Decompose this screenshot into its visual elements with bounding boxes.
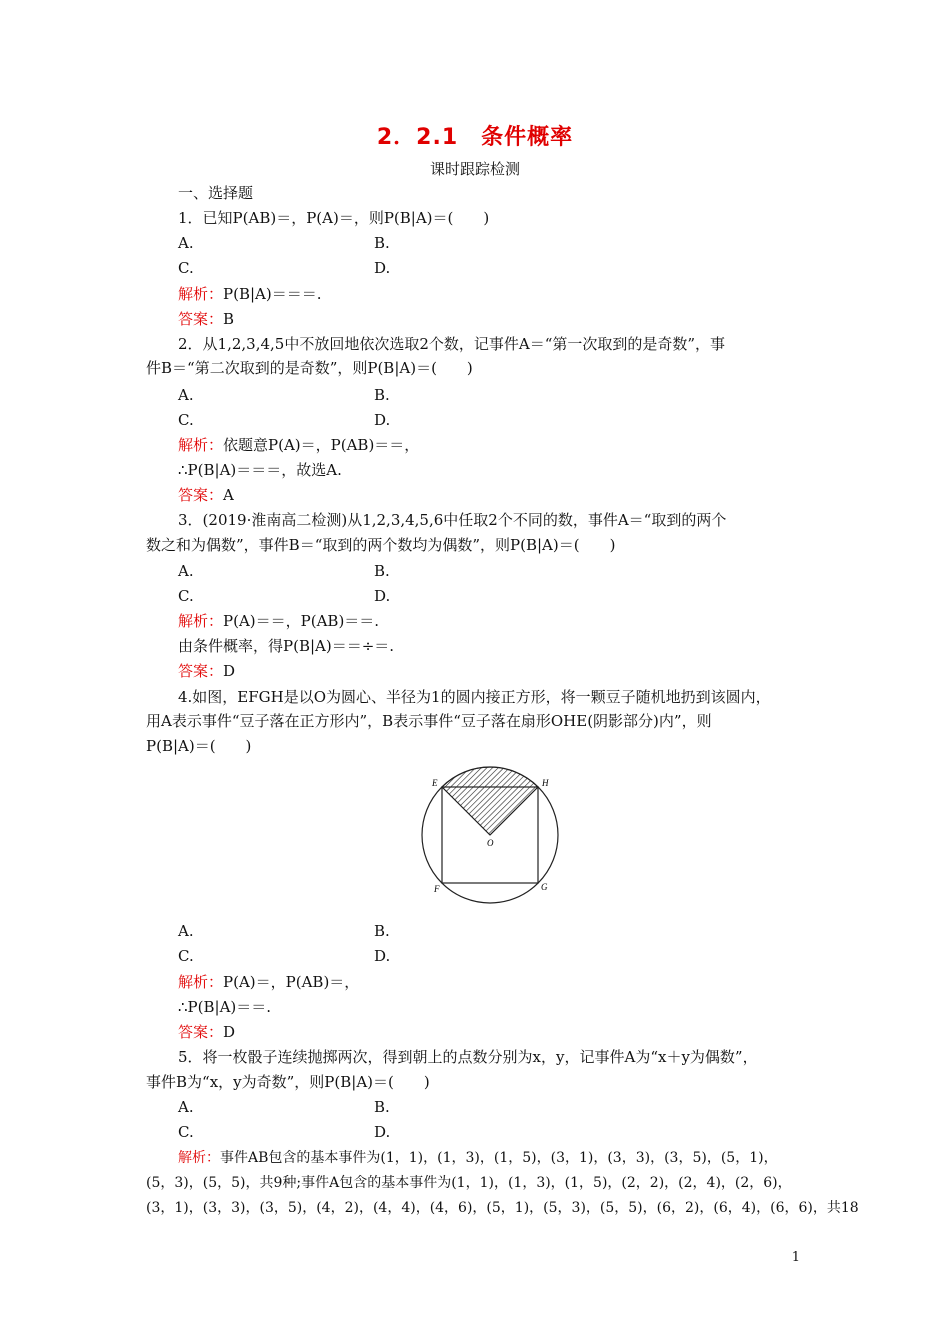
q1-option-c: C. [178, 259, 194, 277]
page-subtitle: 课时跟踪检测 [429, 160, 520, 178]
q2-answer [178, 485, 234, 505]
q2-option-b: B. [374, 386, 390, 404]
q3-option-b: B. [374, 562, 390, 580]
q5-stem-line2: 事件B为“x，y为奇数”，则P(B|A)＝( ) [146, 1073, 430, 1091]
q3-stem-line1: 3．(2019·淮南高二检测)从1,2,3,4,5,6中任取2个不同的数，事件A＝“取到的两个 [178, 511, 727, 529]
q4-option-b: B. [374, 922, 390, 940]
q1-analysis-text: P(B|A)＝＝＝. [223, 285, 322, 303]
q4-analysis-line2: ∴P(B|A)＝＝. [178, 998, 272, 1016]
q2-option-c: C. [178, 411, 194, 429]
q3-option-d: D. [374, 587, 391, 605]
q5-analysis-line2: (5，3)，(5，5)，共9种;事件A包含的基本事件为(1，1)，(1，3)，(1，5)，(2，2)，(2，4)，(2，6)， [146, 1175, 792, 1191]
q4-option-c: C. [178, 947, 194, 965]
q3-analysis-line2: 由条件概率，得P(B|A)＝＝÷＝. [178, 637, 395, 655]
label-o: O [487, 838, 494, 848]
section-heading: 一、选择题 [178, 184, 254, 202]
q4-option-d: D. [374, 947, 391, 965]
q5-option-d: D. [374, 1123, 391, 1141]
q3-stem-line2: 数之和为偶数”，事件B＝“取到的两个数均为偶数”，则P(B|A)＝( ) [146, 536, 616, 554]
q3-answer-text: D [223, 662, 236, 680]
q5-analysis-text: 事件AB包含的基本事件为(1，1)，(1，3)，(1，5)，(3，1)，(3，3)，(3，5)，(5，1)， [220, 1150, 778, 1166]
q1-answer-text: B [223, 310, 235, 328]
q5-analysis-label: 解析： [178, 1150, 220, 1166]
q1-option-b: B. [374, 234, 390, 252]
q4-option-a: A. [178, 922, 194, 940]
page-title: 2．2.1 条件概率 [376, 125, 574, 150]
q2-stem-line1: 2．从1,2,3,4,5中不放回地依次选取2个数，记事件A＝“第一次取到的是奇数”，事 [178, 335, 726, 353]
q4-answer-label: 答案： [178, 1023, 224, 1041]
label-h: H [542, 778, 549, 788]
geometry-figure [415, 760, 565, 914]
q2-analysis-text: 依题意P(A)＝，P(AB)＝＝， [223, 436, 420, 454]
q4-answer-text: D [223, 1023, 236, 1041]
q5-option-a: A. [178, 1098, 194, 1116]
q1-answer-label: 答案： [178, 310, 224, 328]
q4-analysis [178, 972, 359, 992]
q1-answer [178, 309, 234, 329]
q4-analysis-text: P(A)＝，P(AB)＝， [223, 973, 360, 991]
q4-answer [178, 1022, 235, 1042]
q4-stem-line2: 用A表示事件“豆子落在正方形内”，B表示事件“豆子落在扇形OHE(阴影部分)内”，则 [146, 712, 712, 730]
q5-analysis-line3: (3，1)，(3，3)，(3，5)，(4，2)，(4，4)，(4，6)，(5，1)，(5，3)，(5，5)，(6，2)，(6，4)，(6，6)，共18 [146, 1200, 859, 1216]
q2-answer-label: 答案： [178, 486, 224, 504]
q5-analysis [178, 1148, 778, 1168]
label-e: E [432, 778, 438, 788]
q2-analysis [178, 435, 419, 455]
q1-option-d: D. [374, 259, 391, 277]
q3-analysis-text: P(A)＝＝，P(AB)＝＝. [223, 612, 380, 630]
q2-option-a: A. [178, 386, 194, 404]
q2-analysis-line2: ∴P(B|A)＝＝＝，故选A. [178, 461, 342, 479]
q2-option-d: D. [374, 411, 391, 429]
page-number: 1 [791, 1250, 800, 1265]
q4-stem-line3: P(B|A)＝( ) [146, 737, 252, 755]
q5-option-c: C. [178, 1123, 194, 1141]
q3-option-c: C. [178, 587, 194, 605]
q3-option-a: A. [178, 562, 194, 580]
q5-option-b: B. [374, 1098, 390, 1116]
q3-analysis-label: 解析： [178, 612, 224, 630]
q3-answer [178, 661, 235, 681]
q1-analysis-label: 解析： [178, 285, 224, 303]
q2-analysis-label: 解析： [178, 436, 224, 454]
label-g: G [541, 882, 548, 892]
q4-analysis-label: 解析： [178, 973, 224, 991]
label-f: F [434, 884, 440, 894]
q1-stem: 1．已知P(AB)＝，P(A)＝，则P(B|A)＝( ) [178, 209, 490, 227]
q5-stem-line1: 5．将一枚骰子连续抛掷两次，得到朝上的点数分别为x，y，记事件A为“x＋y为偶数”， [178, 1048, 758, 1066]
q1-analysis [178, 284, 322, 304]
q1-option-a: A. [178, 234, 194, 252]
circle-square-diagram [415, 760, 565, 910]
q2-answer-text: A [223, 486, 234, 504]
q3-analysis [178, 611, 379, 631]
q2-stem-line2: 件B＝“第二次取到的是奇数”，则P(B|A)＝( ) [146, 359, 473, 377]
q3-answer-label: 答案： [178, 662, 224, 680]
q4-stem-line1: 4.如图，EFGH是以O为圆心、半径为1的圆内接正方形，将一颗豆子随机地扔到该圆内， [178, 688, 771, 706]
